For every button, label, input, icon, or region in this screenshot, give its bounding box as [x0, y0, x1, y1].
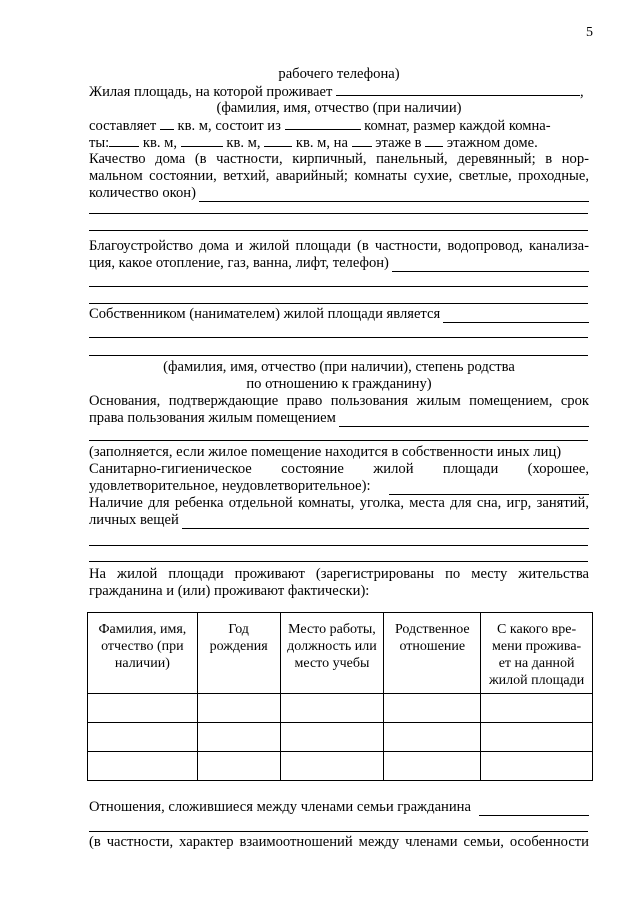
room-size-1-field[interactable]	[109, 134, 139, 147]
table-cell[interactable]	[197, 694, 280, 723]
owner-field[interactable]	[443, 310, 589, 323]
blank-line[interactable]	[89, 545, 588, 546]
blank-line[interactable]	[89, 337, 588, 338]
amenities-line-1: Благоустройство дома и жилой площади (в частности, водопровод, канализа-	[89, 238, 589, 254]
basis-label: права пользования жилым помещением	[89, 410, 336, 426]
col-header-work	[280, 613, 384, 694]
child-label: личных вещей	[89, 512, 179, 528]
table-row	[88, 723, 593, 752]
rooms-line	[89, 134, 589, 152]
header-line: С какого вре-	[497, 622, 577, 637]
rooms-label-e: этаже в	[375, 135, 422, 151]
col-header-since	[481, 613, 593, 694]
sanitary-label: удовлетворительное, неудовлетворительное):	[89, 478, 371, 494]
sanitary-line-1: Санитарно-гигиеническое состояние жилой площади (хорошее,	[89, 461, 589, 477]
table-cell[interactable]	[384, 694, 481, 723]
header-line: Фамилия, имя,	[98, 622, 187, 637]
blank-line[interactable]	[89, 440, 588, 441]
sanitary-field[interactable]	[389, 482, 589, 495]
room-size-2-field[interactable]	[181, 134, 223, 147]
table-row	[88, 694, 593, 723]
rooms-label-d: кв. м, на	[295, 135, 348, 151]
residents-line-1: На жилой площади проживают (зарегистрированы по месту жительства	[89, 566, 589, 582]
header-line: Год	[228, 622, 249, 637]
blank-line[interactable]	[89, 303, 588, 304]
residents-line-2: гражданина и (или) проживают фактически):	[89, 583, 370, 599]
child-field[interactable]	[182, 516, 589, 529]
rooms-label-f: этажном доме.	[446, 135, 538, 151]
sanitary-line-2	[89, 478, 589, 495]
work-phone-note: рабочего телефона)	[278, 66, 400, 82]
blank-line[interactable]	[89, 831, 588, 832]
basis-line-1: Основания, подтверждающие право пользования жилым помещением, срок	[89, 393, 589, 409]
header-line: мени прожива-	[492, 639, 582, 654]
owner-note-1: (фамилия, имя, отчество (при наличии), степень родства	[163, 359, 515, 375]
quality-line-2: мальном состоянии, ветхий, аварийный; комнаты сухие, светлые, проходные,	[89, 168, 589, 184]
table-cell[interactable]	[197, 723, 280, 752]
living-space-line	[89, 83, 589, 101]
table-cell[interactable]	[197, 752, 280, 781]
living-space-suffix: ,	[580, 84, 584, 100]
amenities-field[interactable]	[392, 259, 589, 272]
residents-table	[87, 612, 593, 781]
table-cell[interactable]	[481, 694, 593, 723]
area-label-a: составляет	[89, 118, 157, 134]
header-line: ет на данной	[498, 656, 575, 671]
blank-line[interactable]	[89, 213, 588, 214]
owner-line	[89, 306, 589, 323]
area-field[interactable]	[160, 117, 174, 130]
relations-line	[89, 799, 589, 816]
table-cell[interactable]	[280, 723, 384, 752]
owner-note-2: по отношению к гражданину)	[246, 376, 432, 392]
amenities-label: ция, какое отопление, газ, ванна, лифт, телефон)	[89, 255, 389, 271]
table-cell[interactable]	[88, 752, 198, 781]
basis-line-2	[89, 410, 589, 427]
rooms-label-a: ты:	[89, 135, 110, 151]
table-cell[interactable]	[481, 723, 593, 752]
quality-label: количество окон)	[89, 185, 196, 201]
table-cell[interactable]	[384, 752, 481, 781]
owner-label: Собственником (нанимателем) жилой площади является	[89, 306, 441, 322]
relations-field[interactable]	[479, 803, 589, 816]
header-line: Место работы,	[288, 622, 376, 637]
basis-field[interactable]	[339, 414, 589, 427]
header-line: рождения	[209, 639, 268, 654]
header-line: наличии)	[114, 656, 170, 671]
blank-line[interactable]	[89, 286, 588, 287]
room-size-3-field[interactable]	[264, 134, 292, 147]
blank-line[interactable]	[89, 230, 588, 231]
rooms-count-field[interactable]	[285, 117, 361, 130]
header-line: отношение	[399, 639, 466, 654]
quality-field[interactable]	[199, 189, 589, 202]
area-label-c: комнат, размер каждой комна-	[364, 118, 551, 134]
header-line: отчество (при	[101, 639, 184, 654]
floor-field[interactable]	[352, 134, 372, 147]
rooms-label-c: кв. м,	[226, 135, 261, 151]
table-cell[interactable]	[88, 694, 198, 723]
col-header-birth-year	[197, 613, 280, 694]
child-line-2	[89, 512, 589, 529]
quality-line-3	[89, 185, 589, 202]
header-line: Родственное	[394, 622, 470, 637]
fio-note: (фамилия, имя, отчество (при наличии)	[216, 100, 462, 116]
child-line-1: Наличие для ребенка отдельной комнаты, уголка, места для сна, игр, занятий,	[89, 495, 589, 511]
col-header-relation	[384, 613, 481, 694]
living-space-field[interactable]	[336, 83, 580, 96]
header-line: жилой площади	[489, 673, 585, 688]
table-row	[88, 752, 593, 781]
quality-line-1: Качество дома (в частности, кирпичный, панельный, деревянный; в нор-	[89, 151, 589, 167]
blank-line[interactable]	[89, 355, 588, 356]
table-cell[interactable]	[88, 723, 198, 752]
table-cell[interactable]	[280, 694, 384, 723]
blank-line[interactable]	[89, 561, 588, 562]
living-space-label: Жилая площадь, на которой проживает	[89, 84, 333, 100]
floors-total-field[interactable]	[425, 134, 443, 147]
amenities-line-2	[89, 255, 589, 272]
table-header-row	[88, 613, 593, 694]
header-line: должность или	[287, 639, 377, 654]
area-label-b: кв. м, состоит из	[177, 118, 281, 134]
relations-label: Отношения, сложившиеся между членами семьи гражданина	[89, 799, 471, 815]
col-header-name	[88, 613, 198, 694]
table-cell[interactable]	[481, 752, 593, 781]
header-line: место учебы	[294, 656, 370, 671]
area-line	[89, 117, 589, 135]
rooms-label-b: кв. м,	[142, 135, 178, 151]
relations-note: (в частности, характер взаимоотношений между членами семьи, особенности	[89, 834, 589, 850]
basis-note: (заполняется, если жилое помещение находится в собственности иных лиц)	[89, 444, 562, 460]
table-cell[interactable]	[280, 752, 384, 781]
table-cell[interactable]	[384, 723, 481, 752]
page-number: 5	[586, 25, 593, 40]
